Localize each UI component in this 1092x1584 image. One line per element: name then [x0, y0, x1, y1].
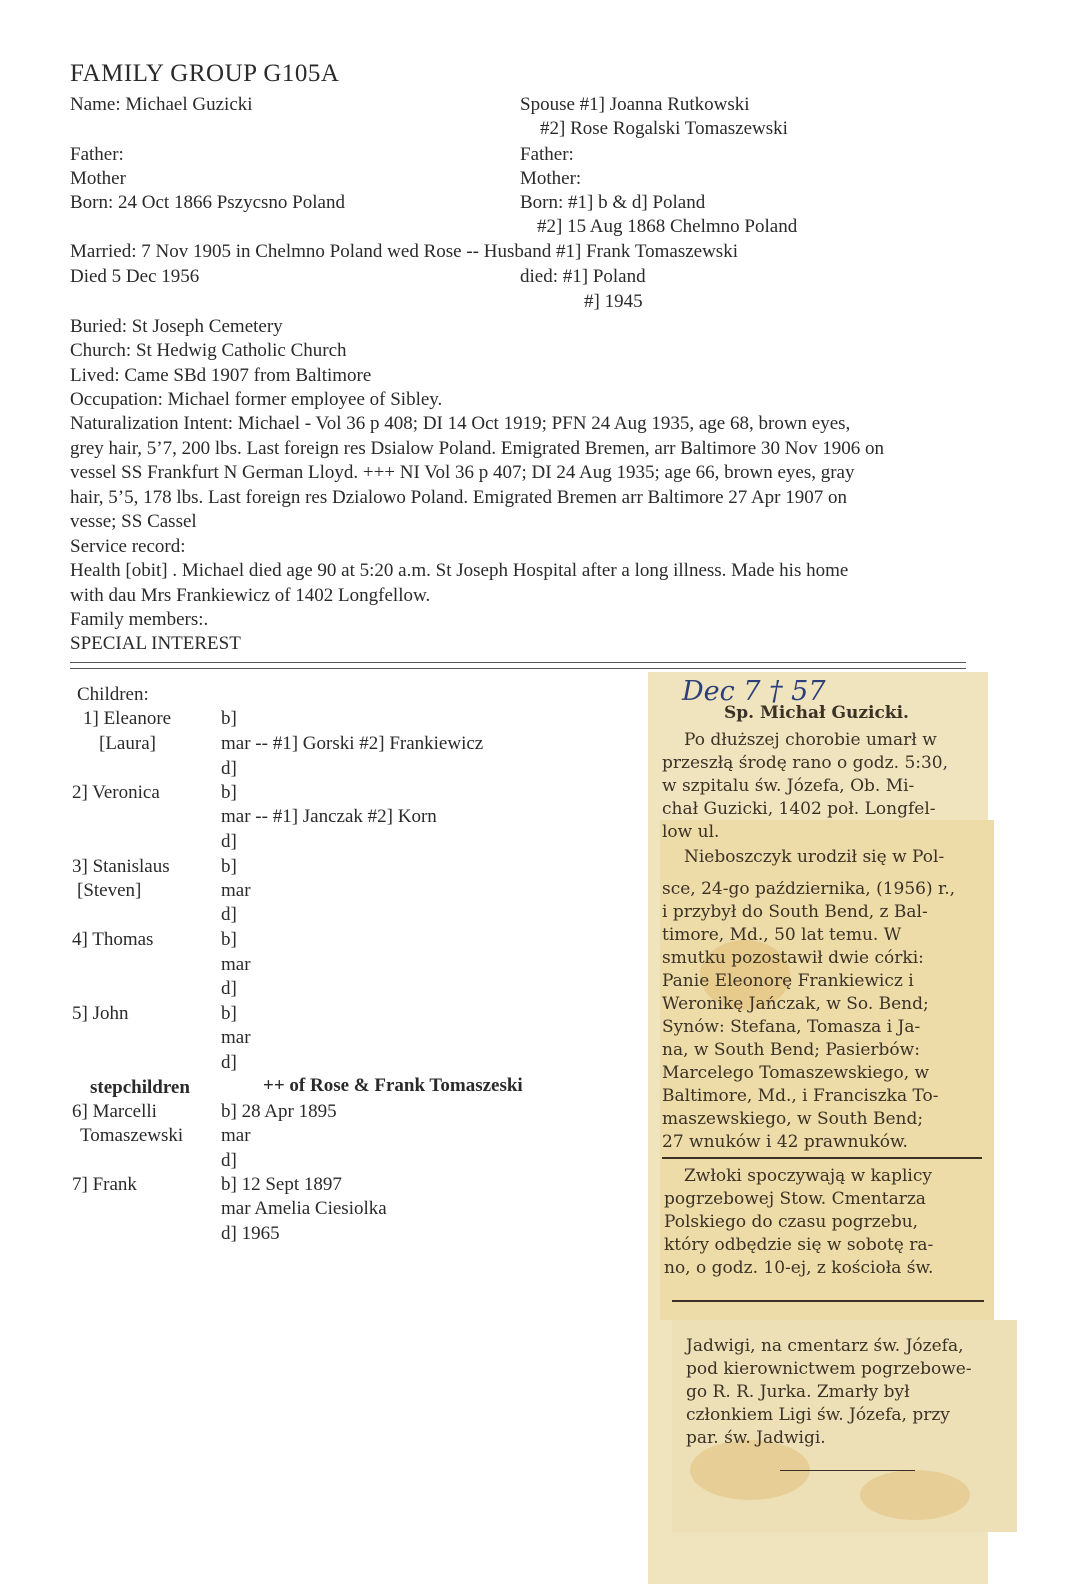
- health-line: Health [obit] . Michael died age 90 at 5:20 a.m. St Joseph Hospital after a long illness. Made his home: [70, 560, 849, 581]
- child-born: b] 28 Apr 1895: [221, 1101, 337, 1122]
- child-name: 2] Veronica: [72, 782, 160, 803]
- child-name: 4] Thomas: [72, 929, 154, 950]
- clipping-line: 27 wnuków i 42 prawnuków.: [662, 1132, 908, 1152]
- health-line: with dau Mrs Frankiewicz of 1402 Longfellow.: [70, 585, 431, 606]
- died-field: Died 5 Dec 1956: [70, 266, 200, 287]
- paper-stain: [860, 1470, 970, 1520]
- child-born: b]: [221, 856, 237, 877]
- child-died: d]: [221, 831, 237, 852]
- child-born: b] 12 Sept 1897: [221, 1174, 342, 1195]
- family-members-field: Family members:.: [70, 609, 209, 630]
- child-name: 5] John: [72, 1003, 129, 1024]
- child-died: d]: [221, 1052, 237, 1073]
- clipping-line: Polskiego do czasu pogrzebu,: [664, 1212, 919, 1232]
- clipping-line: pod kierownictwem pogrzebowe-: [686, 1359, 972, 1379]
- service-record-field: Service record:: [70, 536, 186, 557]
- child-alt-name: [Steven]: [77, 880, 142, 901]
- clipping-line: w szpitalu św. Józefa, Ob. Mi-: [662, 776, 915, 796]
- naturalization-line: hair, 5’5, 178 lbs. Last foreign res Dzialowo Poland. Emigrated Bremen arr Baltimore 27 Apr 1907 on: [70, 487, 848, 508]
- child-died: d]: [221, 1150, 237, 1171]
- clipping-line: Marcelego Tomaszewskiego, w: [662, 1063, 930, 1083]
- naturalization-line: Naturalization Intent: Michael - Vol 36 p 408; DI 14 Oct 1919; PFN 24 Aug 1935, age 68, brown eyes,: [70, 413, 851, 434]
- clipping-line: maszewskiego, w South Bend;: [662, 1109, 924, 1129]
- clipping-divider: [672, 1300, 984, 1302]
- naturalization-line: vesse; SS Cassel: [70, 511, 197, 532]
- child-name: 7] Frank: [72, 1174, 137, 1195]
- section-divider: [70, 662, 966, 669]
- clipping-line: Synów: Stefana, Tomasza i Ja-: [662, 1017, 921, 1037]
- occupation-field: Occupation: Michael former employee of Sibley.: [70, 389, 443, 410]
- clipping-headline: Sp. Michał Guzicki.: [724, 703, 909, 723]
- spouse1-field: Spouse #1] Joanna Rutkowski: [520, 94, 750, 115]
- clipping-line: sce, 24-go października, (1956) r.,: [662, 879, 956, 899]
- clipping-line: Zwłoki spoczywają w kaplicy: [684, 1166, 932, 1186]
- child-name: 1] Eleanore: [83, 708, 172, 729]
- spouse-mother-field: Mother:: [520, 168, 582, 189]
- child-alt-name: [Laura]: [99, 733, 156, 754]
- clipping-line: low ul.: [662, 822, 720, 842]
- clipping-divider: [662, 1157, 982, 1159]
- child-died: d] 1965: [221, 1223, 280, 1244]
- clipping-line: pogrzebowej Stow. Cmentarza: [664, 1189, 926, 1209]
- child-married: mar -- #1] Gorski #2] Frankiewicz: [221, 733, 484, 754]
- clipping-line: Panie Eleonorę Frankiewicz i: [662, 971, 914, 991]
- child-born: b]: [221, 929, 237, 950]
- spouse-born2-field: #2] 15 Aug 1868 Chelmno Poland: [537, 216, 798, 237]
- child-married: mar: [221, 954, 251, 975]
- child-married: mar -- #1] Janczak #2] Korn: [221, 806, 437, 827]
- clipping-line: Baltimore, Md., i Franciszka To-: [662, 1086, 939, 1106]
- clipping-line: na, w South Bend; Pasierbów:: [662, 1040, 920, 1060]
- naturalization-line: vessel SS Frankfurt N German Lloyd. +++ NI Vol 36 p 407; DI 24 Aug 1935; age 66, brown eyes, gray: [70, 462, 855, 483]
- married-field: Married: 7 Nov 1905 in Chelmno Poland wed Rose -- Husband #1] Frank Tomaszewski: [70, 241, 738, 262]
- child-born: b]: [221, 708, 237, 729]
- clipping-line: Nieboszczyk urodził się w Pol-: [684, 847, 945, 867]
- child-married: mar: [221, 1125, 251, 1146]
- handwritten-date: Dec 7 † 57: [682, 676, 826, 707]
- clipping-line: par. św. Jadwigi.: [686, 1428, 826, 1448]
- lived-field: Lived: Came SBd 1907 from Baltimore: [70, 365, 372, 386]
- clipping-line: go R. R. Jurka. Zmarły był: [686, 1382, 910, 1402]
- spouse-father-field: Father:: [520, 144, 574, 165]
- clipping-line: chał Guzicki, 1402 poł. Longfel-: [662, 799, 936, 819]
- born-field: Born: 24 Oct 1866 Pszycsno Poland: [70, 192, 345, 213]
- child-married: mar: [221, 1027, 251, 1048]
- child-died: d]: [221, 978, 237, 999]
- stepchildren-note: ++ of Rose & Frank Tomaszeski: [263, 1075, 523, 1096]
- stepchildren-heading: stepchildren: [90, 1077, 190, 1098]
- child-died: d]: [221, 904, 237, 925]
- spouse-died1-field: died: #1] Poland: [520, 266, 646, 287]
- clipping-line: przeszłą środę rano o godz. 5:30,: [662, 753, 949, 773]
- child-married: mar Amelia Ciesiolka: [221, 1198, 387, 1219]
- child-born: b]: [221, 1003, 237, 1024]
- clipping-line: Po dłuższej chorobie umarł w: [684, 730, 937, 750]
- child-alt-name: Tomaszewski: [80, 1125, 184, 1146]
- child-name: 6] Marcelli: [72, 1101, 157, 1122]
- child-born: b]: [221, 782, 237, 803]
- church-field: Church: St Hedwig Catholic Church: [70, 340, 347, 361]
- special-interest-heading: SPECIAL INTEREST: [70, 633, 241, 654]
- spouse2-field: #2] Rose Rogalski Tomaszewski: [540, 118, 788, 139]
- mother-field: Mother: [70, 168, 126, 189]
- child-married: mar: [221, 880, 251, 901]
- child-died: d]: [221, 758, 237, 779]
- clipping-line: i przybył do South Bend, z Bal-: [662, 902, 928, 922]
- clipping-line: smutku pozostawił dwie córki:: [662, 948, 924, 968]
- clipping-line: Jadwigi, na cmentarz św. Józefa,: [686, 1336, 964, 1356]
- spouse-died2-field: #] 1945: [584, 291, 643, 312]
- child-name: 3] Stanislaus: [72, 856, 170, 877]
- name-field: Name: Michael Guzicki: [70, 94, 253, 115]
- clipping-divider: [780, 1470, 915, 1471]
- buried-field: Buried: St Joseph Cemetery: [70, 316, 283, 337]
- clipping-line: Weronikę Jańczak, w So. Bend;: [662, 994, 929, 1014]
- page-title: FAMILY GROUP G105A: [70, 60, 340, 87]
- children-heading: Children:: [77, 684, 149, 705]
- spouse-born1-field: Born: #1] b & d] Poland: [520, 192, 706, 213]
- clipping-line: timore, Md., 50 lat temu. W: [662, 925, 902, 945]
- naturalization-line: grey hair, 5’7, 200 lbs. Last foreign res Dsialow Poland. Emigrated Bremen, arr Baltimore 30 Nov 1906 on: [70, 438, 884, 459]
- clipping-line: który odbędzie się w sobotę ra-: [664, 1235, 934, 1255]
- clipping-line: no, o godz. 10-ej, z kościoła św.: [664, 1258, 934, 1278]
- clipping-line: członkiem Ligi św. Józefa, przy: [686, 1405, 950, 1425]
- father-field: Father:: [70, 144, 124, 165]
